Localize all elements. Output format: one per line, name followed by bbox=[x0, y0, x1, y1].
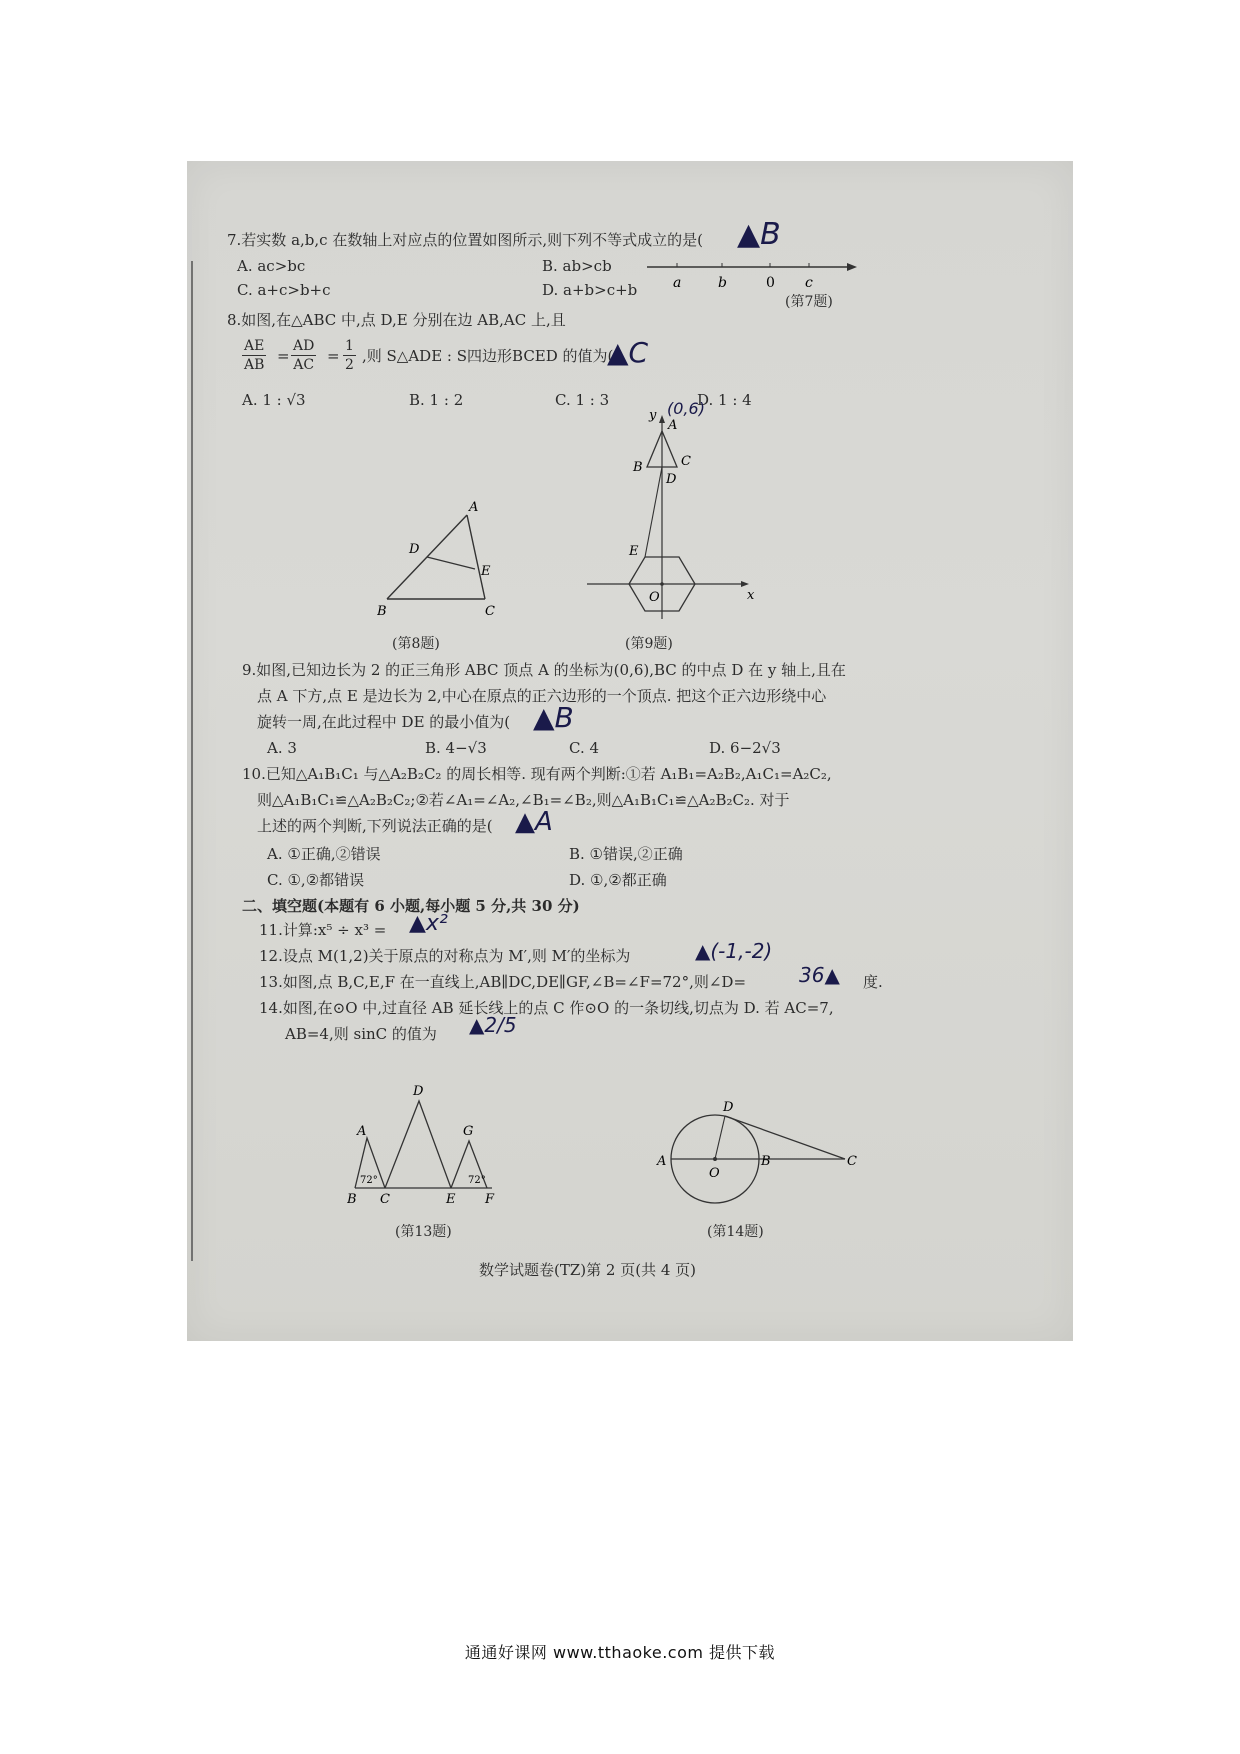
q9-option-a: A. 3 bbox=[267, 739, 297, 757]
q7-answer: ▲B bbox=[737, 217, 781, 252]
exam-photo: 7.若实数 a,b,c 在数轴上对应点的位置如图所示,则下列不等式成立的是( ▲B A. ac>bc B. ab>cb C. a+c>b+c D. a+b>c+b a b 0 c (第7题) 8.如图,在△ABC 中,点 D,E 分别在边 AB,AC 上,且 $\frac{AE}{AB}$ = $\frac{AD}{AC}$ = $\frac{1}{2}$ ,则 S△ADE : S四边形BCED 的值为( ▲C A. 1 : √3 B. 1 : 2 C. 1 : 3 D. 1 : 4 A D E B C (第8题) y A B C D E O x (0,6) (第9题) 9.如图,已知边长为 2 的正三角形 ABC 顶点 A 的坐标为(0,6),BC 的中点 D 在 y 轴上,且在 点 A 下方,点 E 是边长为 2,中心在原点的正六边形的一个顶点. 把这个正六边形绕中心 旋转一周,在此过程中 DE 的最小值为( ▲B A. 3 B. 4−√3 C. 4 D. 6−2√3 10.已知△A₁B₁C₁ 与△A₂B₂C₂ 的周长相等. 现有两个判断:①若 A₁B₁=A₂B₂,A₁C₁=A₂C₂, 则△A₁B₁C₁≌△A₂B₂C₂;②若∠A₁=∠A₂,∠B₁=∠B₂,则△A₁B₁C₁≌△A₂B₂C₂. 对于 上述的两个判断,下列说法正确的是( ▲A A. ①正确,②错误 B. ①错误,②正确 C. ①,②都错误 D. ①,②都正确 二、填空题(本题有 6 小题,每小题 5 分,共 30 分) 11.计算:x⁵ ÷ x³ = ▲x² 12.设点 M(1,2)关于原点的对称点为 M′,则 M′的坐标为 ▲(-1,-2) 13.如图,点 B,C,E,F 在一直线上,AB∥DC,DE∥GF,∠B=∠F=72°,则∠D= 36▲ 度. 14.如图,在⊙O 中,过直径 AB 延长线上的点 C 作⊙O 的一条切线,切点为 D. 若 AC=7, AB=4,则 sinC 的值为 ▲2/5 A D G B C E F 72° 72° (第13题) D A O B C (第14题) 数学试题卷(TZ)第 2 页(共 4 页) bbox=[187, 161, 1073, 1341]
q10-answer: ▲A bbox=[515, 807, 553, 837]
q8-answer: ▲C bbox=[607, 336, 649, 369]
q8-fraction-half: $\frac{1}{2}$ bbox=[345, 338, 354, 373]
q13-label-c: C bbox=[380, 1192, 390, 1207]
q11-answer: ▲x² bbox=[409, 911, 448, 936]
q7-axis-label-zero: 0 bbox=[766, 275, 775, 291]
q9-label-o: O bbox=[649, 590, 660, 605]
q13-label-d: D bbox=[413, 1084, 424, 1099]
q14-line2: AB=4,则 sinC 的值为 bbox=[285, 1025, 437, 1043]
q9-line3: 旋转一周,在此过程中 DE 的最小值为( bbox=[257, 713, 511, 731]
q7-axis-label-a: a bbox=[673, 275, 682, 291]
q9-option-b: B. 4−√3 bbox=[425, 739, 487, 757]
q13-stem: 13.如图,点 B,C,E,F 在一直线上,AB∥DC,DE∥GF,∠B=∠F=72°,则∠D= bbox=[259, 973, 747, 991]
q9-line2: 点 A 下方,点 E 是边长为 2,中心在原点的正六边形的一个顶点. 把这个正六边形绕中心 bbox=[257, 687, 827, 705]
q8-option-d: D. 1 : 4 bbox=[697, 391, 752, 409]
q13-label-a: A bbox=[357, 1124, 367, 1139]
q7-number-line bbox=[647, 249, 877, 309]
q9-label-x: x bbox=[747, 588, 755, 603]
q8-label-a: A bbox=[469, 501, 479, 515]
q10-option-c: C. ①,②都错误 bbox=[267, 871, 365, 889]
q12-stem: 12.设点 M(1,2)关于原点的对称点为 M′,则 M′的坐标为 bbox=[259, 947, 631, 965]
q9-label-a: A bbox=[668, 418, 678, 433]
q8-fraction-ae-ab: $\frac{AE}{AB}$ bbox=[243, 338, 265, 373]
q8-label-b: B bbox=[377, 604, 387, 619]
section-fill-in-title: 二、填空题(本题有 6 小题,每小题 5 分,共 30 分) bbox=[242, 897, 580, 915]
q11-stem: 11.计算:x⁵ ÷ x³ = bbox=[259, 921, 387, 939]
q7-caption: (第7题) bbox=[785, 294, 833, 310]
q13-figure bbox=[347, 1083, 517, 1213]
q10-option-b: B. ①错误,②正确 bbox=[569, 845, 683, 863]
q9-option-d: D. 6−2√3 bbox=[709, 739, 781, 757]
q14-label-d: D bbox=[723, 1100, 734, 1115]
q10-line1: 10.已知△A₁B₁C₁ 与△A₂B₂C₂ 的周长相等. 现有两个判断:①若 A₁B₁=A₂B₂,A₁C₁=A₂C₂, bbox=[242, 765, 832, 783]
q8-option-c: C. 1 : 3 bbox=[555, 391, 610, 409]
q8-option-b: B. 1 : 2 bbox=[409, 391, 464, 409]
q7-option-d: D. a+b>c+b bbox=[542, 281, 638, 299]
q7-option-c: C. a+c>b+c bbox=[237, 281, 331, 299]
q14-caption: (第14题) bbox=[707, 1224, 764, 1240]
site-footer: 通通好课网 www.tthaoke.com 提供下载 bbox=[464, 1643, 776, 1662]
q9-option-c: C. 4 bbox=[569, 739, 600, 757]
q13-angle-f: 72° bbox=[468, 1175, 486, 1186]
q8-label-e: E bbox=[481, 564, 491, 579]
q7-option-a: A. ac>bc bbox=[237, 257, 306, 275]
q14-line1: 14.如图,在⊙O 中,过直径 AB 延长线上的点 C 作⊙O 的一条切线,切点为 D. 若 AC=7, bbox=[259, 999, 834, 1017]
q9-label-b: B bbox=[633, 460, 643, 475]
q9-label-c: C bbox=[681, 454, 691, 469]
q14-answer: ▲2/5 bbox=[469, 1013, 517, 1037]
q13-label-f: F bbox=[485, 1192, 495, 1207]
q8-stem-post: ,则 S△ADE : S四边形BCED 的值为( bbox=[362, 347, 614, 365]
page-footer: 数学试题卷(TZ)第 2 页(共 4 页) bbox=[479, 1261, 696, 1279]
q10-line2: 则△A₁B₁C₁≌△A₂B₂C₂;②若∠A₁=∠A₂,∠B₁=∠B₂,则△A₁B₁C₁≌△A₂B₂C₂. 对于 bbox=[257, 791, 790, 809]
q14-label-o: O bbox=[709, 1166, 720, 1181]
q9-figure bbox=[577, 409, 767, 627]
q7-axis-label-c: c bbox=[805, 275, 813, 291]
q7-stem: 7.若实数 a,b,c 在数轴上对应点的位置如图所示,则下列不等式成立的是( bbox=[227, 231, 703, 249]
q8-label-c: C bbox=[485, 604, 495, 619]
q8-stem: 8.如图,在△ABC 中,点 D,E 分别在边 AB,AC 上,且 bbox=[227, 311, 566, 329]
q8-label-d: D bbox=[409, 542, 420, 557]
q13-answer: 36▲ bbox=[799, 963, 840, 987]
q9-label-d: D bbox=[666, 472, 677, 487]
q8-caption: (第8题) bbox=[392, 636, 440, 652]
margin-line bbox=[191, 261, 193, 1261]
q13-angle-b: 72° bbox=[360, 1175, 378, 1186]
q13-label-e: E bbox=[446, 1192, 456, 1207]
q9-caption: (第9题) bbox=[625, 636, 673, 652]
q8-fraction-ad-ac: $\frac{AD}{AC}$ bbox=[293, 338, 315, 373]
q9-label-y: y bbox=[649, 409, 657, 423]
q10-option-a: A. ①正确,②错误 bbox=[267, 845, 381, 863]
q9-line1: 9.如图,已知边长为 2 的正三角形 ABC 顶点 A 的坐标为(0,6),BC 的中点 D 在 y 轴上,且在 bbox=[242, 661, 846, 679]
q13-unit: 度. bbox=[863, 973, 883, 991]
q9-answer: ▲B bbox=[533, 701, 574, 734]
q7-axis-label-b: b bbox=[718, 275, 727, 291]
q9-label-e: E bbox=[629, 544, 639, 559]
q8-option-a: A. 1 : √3 bbox=[242, 391, 306, 409]
q8-figure bbox=[377, 501, 527, 621]
q13-caption: (第13题) bbox=[395, 1224, 452, 1240]
q14-label-c: C bbox=[847, 1154, 857, 1169]
q10-option-d: D. ①,②都正确 bbox=[569, 871, 667, 889]
q14-label-a: A bbox=[657, 1154, 667, 1169]
q10-line3: 上述的两个判断,下列说法正确的是( bbox=[257, 817, 493, 835]
q14-figure bbox=[655, 1089, 885, 1209]
q9-handwritten-note: (0,6) bbox=[667, 399, 705, 418]
q13-label-g: G bbox=[463, 1124, 474, 1139]
q7-option-b: B. ab>cb bbox=[542, 257, 612, 275]
q14-label-b: B bbox=[761, 1154, 771, 1169]
q13-label-b: B bbox=[347, 1192, 357, 1207]
q12-answer: ▲(-1,-2) bbox=[695, 939, 773, 963]
